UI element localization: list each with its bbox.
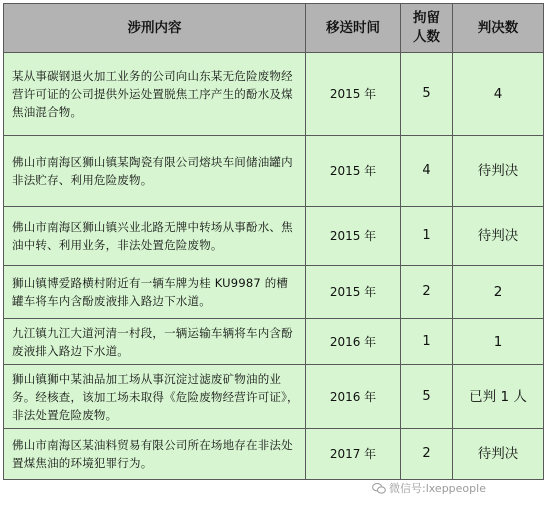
case-content: 狮山镇狮中某油品加工场从事沉淀过滤废矿物油的业务。经核查，该加工场未取得《危险废物经营许可证》，非法处置危险废物。: [4, 365, 306, 429]
wechat-icon: [372, 483, 386, 494]
table-row: [4, 266, 544, 319]
case-content: 佛山市南海区狮山镇某陶瓷有限公司熔块车间储油罐内非法贮存、利用危险废物。: [4, 136, 306, 207]
case-detained: 1: [401, 207, 453, 266]
table-header: [4, 4, 544, 53]
case-content: 九江镇九江大道河清一村段，一辆运输车辆将车内含酚废液排入路边下水道。: [4, 319, 306, 365]
case-time: 2015 年: [306, 53, 401, 136]
case-time: 2015 年: [306, 266, 401, 319]
header-row: [4, 4, 544, 53]
case-detained: 1: [401, 319, 453, 365]
case-time: 2015 年: [306, 207, 401, 266]
watermark-text: 微信号:lxeppeople: [389, 482, 486, 495]
case-detained: 5: [401, 53, 453, 136]
table-row: [4, 136, 544, 207]
case-sentenced: 1: [453, 319, 544, 365]
table-body: [4, 53, 544, 480]
case-time: 2015 年: [306, 136, 401, 207]
table-row: [4, 53, 544, 136]
case-detained: 5: [401, 365, 453, 429]
cases-table: [3, 3, 544, 480]
case-detained: 2: [401, 266, 453, 319]
case-sentenced: 4: [453, 53, 544, 136]
case-content: 狮山镇博爱路横村附近有一辆车牌为桂 KU9987 的槽罐车将车内含酚废液排入路边下水道。: [4, 266, 306, 319]
table-row: [4, 429, 544, 480]
watermark: [372, 480, 486, 496]
case-sentenced: 2: [453, 266, 544, 319]
case-detained: 2: [401, 429, 453, 480]
case-sentenced: 待判决: [453, 207, 544, 266]
case-sentenced: 待判决: [453, 136, 544, 207]
case-detained: 4: [401, 136, 453, 207]
case-sentenced: 已判 1 人: [453, 365, 544, 429]
case-time: 2017 年: [306, 429, 401, 480]
header-sentenced: 判决数: [453, 4, 544, 53]
case-content: 某从事碳钢退火加工业务的公司向山东某无危险废物经营许可证的公司提供外运处置脱焦工序产生的酚水及煤焦油混合物。: [4, 53, 306, 136]
header-detained: 拘留人数: [401, 4, 453, 53]
case-time: 2016 年: [306, 319, 401, 365]
case-time: 2016 年: [306, 365, 401, 429]
case-content: 佛山市南海区狮山镇兴业北路无牌中转场从事酚水、焦油中转、利用业务，非法处置危险废物。: [4, 207, 306, 266]
header-content: 涉刑内容: [4, 4, 306, 53]
case-sentenced: 待判决: [453, 429, 544, 480]
table-row: [4, 365, 544, 429]
case-content: 佛山市南海区某油料贸易有限公司所在场地存在非法处置煤焦油的环境犯罪行为。: [4, 429, 306, 480]
table-row: [4, 207, 544, 266]
table-row: [4, 319, 544, 365]
header-time: 移送时间: [306, 4, 401, 53]
